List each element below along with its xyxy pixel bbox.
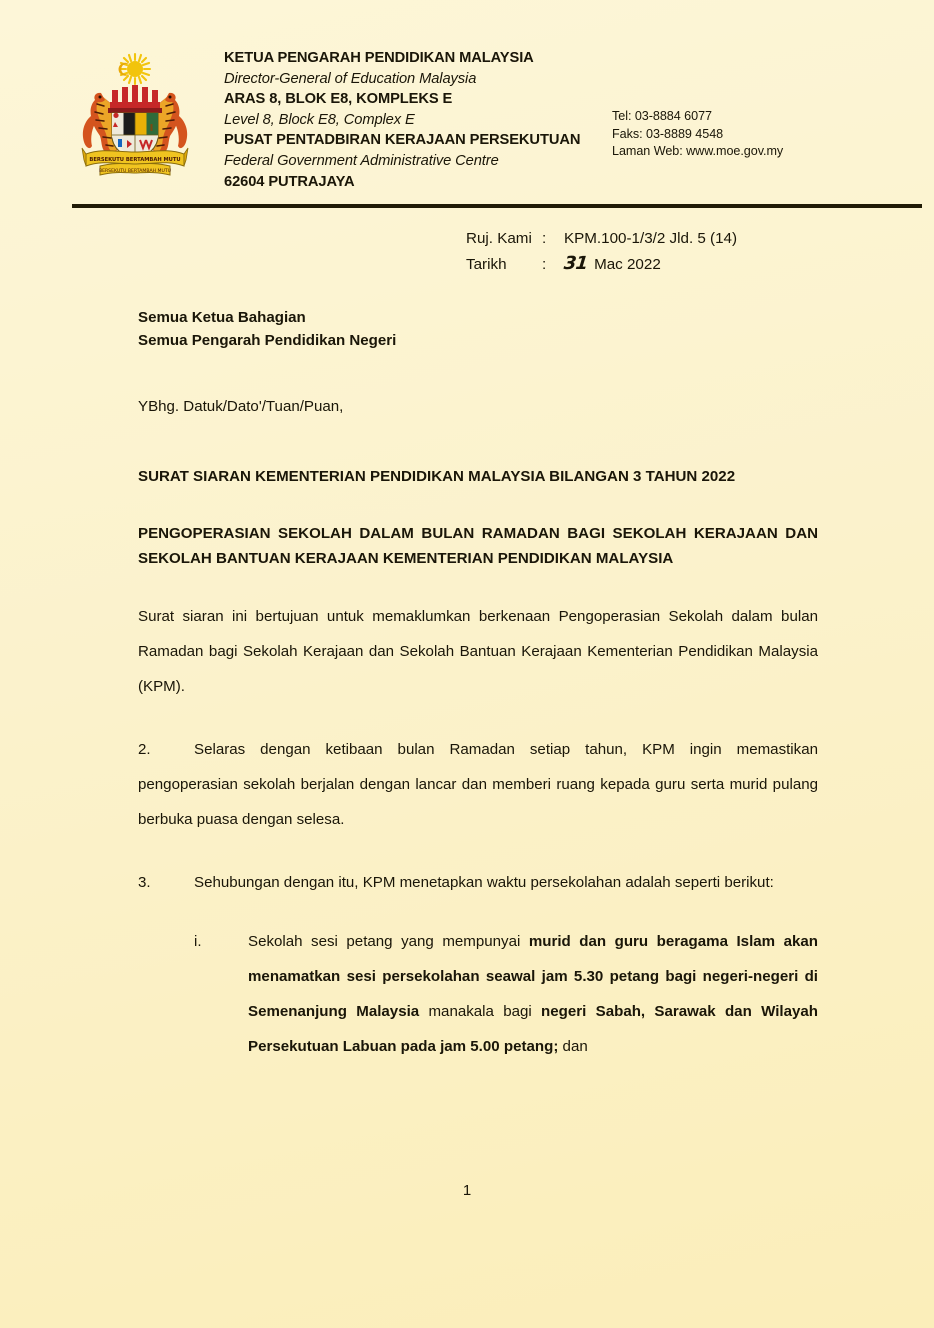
subject-title: PENGOPERASIAN SEKOLAH DALAM BULAN RAMADAN BAGI SEKOLAH KERAJAAN DAN SEKOLAH BANTUAN KERAJAAN KEMENTERIAN PENDIDIKAN MALAYSIA <box>138 525 818 567</box>
reference-row <box>466 226 737 251</box>
contact-block <box>612 108 783 161</box>
website-line: Laman Web: www.moe.gov.my <box>612 144 784 159</box>
paragraph-1: Surat siaran ini bertujuan untuk memaklumkan berkenaan Pengoperasian Sekolah dalam bulan Ramadan bagi Sekolah Kerajaan dan Sekolah Bantuan Kerajaan Kementerian Pendidikan Malaysia (KPM). <box>138 608 818 695</box>
list-item <box>138 924 818 1064</box>
paragraph-2-number: 2. <box>138 741 151 758</box>
reference-label: Ruj. Kami <box>466 230 532 247</box>
reference-date-block <box>466 226 737 277</box>
svg-text:BERSEKUTU BERTAMBAH MUTU: BERSEKUTU BERTAMBAH MUTU <box>98 169 172 174</box>
letterhead-line-7: 62604 PUTRAJAYA <box>224 173 355 190</box>
handwritten-day: 31 <box>562 253 589 274</box>
letterhead-line-4: Level 8, Block E8, Complex E <box>224 111 415 128</box>
list-item-text: Sekolah sesi petang yang mempunyai murid dan guru beragama Islam akan menamatkan sesi persekolahan seawal jam 5.30 petang bagi negeri-negeri di Semenanjung Malaysia manakala bagi negeri Sabah, Sarawak dan Wilayah Persekutuan Labuan pada jam 5.00 petang; dan <box>248 933 818 1055</box>
date-colon: : <box>542 256 547 273</box>
paragraph-3 <box>138 865 818 900</box>
jata-negara-coat-of-arms-icon <box>72 44 198 184</box>
printed-month-year: Mac 2022 <box>594 256 661 273</box>
page-number: 1 <box>462 1182 472 1199</box>
date-label: Tarikh <box>466 256 507 273</box>
letterhead-line-5: PUSAT PENTADBIRAN KERAJAAN PERSEKUTUAN <box>224 132 581 149</box>
reference-colon: : <box>542 230 547 247</box>
date-value <box>564 251 661 277</box>
paragraph-3-text: Sehubungan dengan itu, KPM menetapkan waktu persekolahan adalah seperti berikut: <box>194 874 774 891</box>
letterhead-line-1: KETUA PENGARAH PENDIDIKAN MALAYSIA <box>224 50 534 66</box>
addressee-line-2: Semua Pengarah Pendidikan Negeri <box>138 332 397 349</box>
salutation: YBhg. Datuk/Dato'/Tuan/Puan, <box>138 398 344 415</box>
telephone-line: Tel: 03-8884 6077 <box>612 109 712 123</box>
paragraph-3-number: 3. <box>138 874 151 891</box>
header-divider-rule <box>72 204 922 208</box>
reference-value: KPM.100-1/3/2 Jld. 5 (14) <box>564 230 738 247</box>
letterhead-line-2: Director-General of Education Malaysia <box>224 70 477 87</box>
letterhead-line-3: ARAS 8, BLOK E8, KOMPLEKS E <box>224 91 453 108</box>
addressee-line-1: Semua Ketua Bahagian <box>138 309 306 326</box>
letterhead-line-6: Federal Government Administrative Centre <box>224 152 499 169</box>
date-row <box>466 251 737 277</box>
circular-title: SURAT SIARAN KEMENTERIAN PENDIDIKAN MALAYSIA BILANGAN 3 TAHUN 2022 <box>138 468 736 485</box>
fax-line: Faks: 03-8889 4548 <box>612 126 724 141</box>
letterhead-address-block <box>198 40 920 192</box>
paragraph-2-text: Selaras dengan ketibaan bulan Ramadan setiap tahun, KPM ingin memastikan pengoperasian sekolah berjalan dengan lancar dan memberi ruang kepada guru serta murid pulang berbuka puasa dengan selesa. <box>138 741 818 828</box>
letter-body <box>138 306 818 1064</box>
letterhead <box>72 40 920 192</box>
addressee-block <box>138 306 818 352</box>
svg-text:BERSEKUTU BERTAMBAH MUTU: BERSEKUTU BERTAMBAH MUTU <box>89 157 181 163</box>
paragraph-2 <box>138 732 818 837</box>
list-item-marker: i. <box>194 933 202 950</box>
